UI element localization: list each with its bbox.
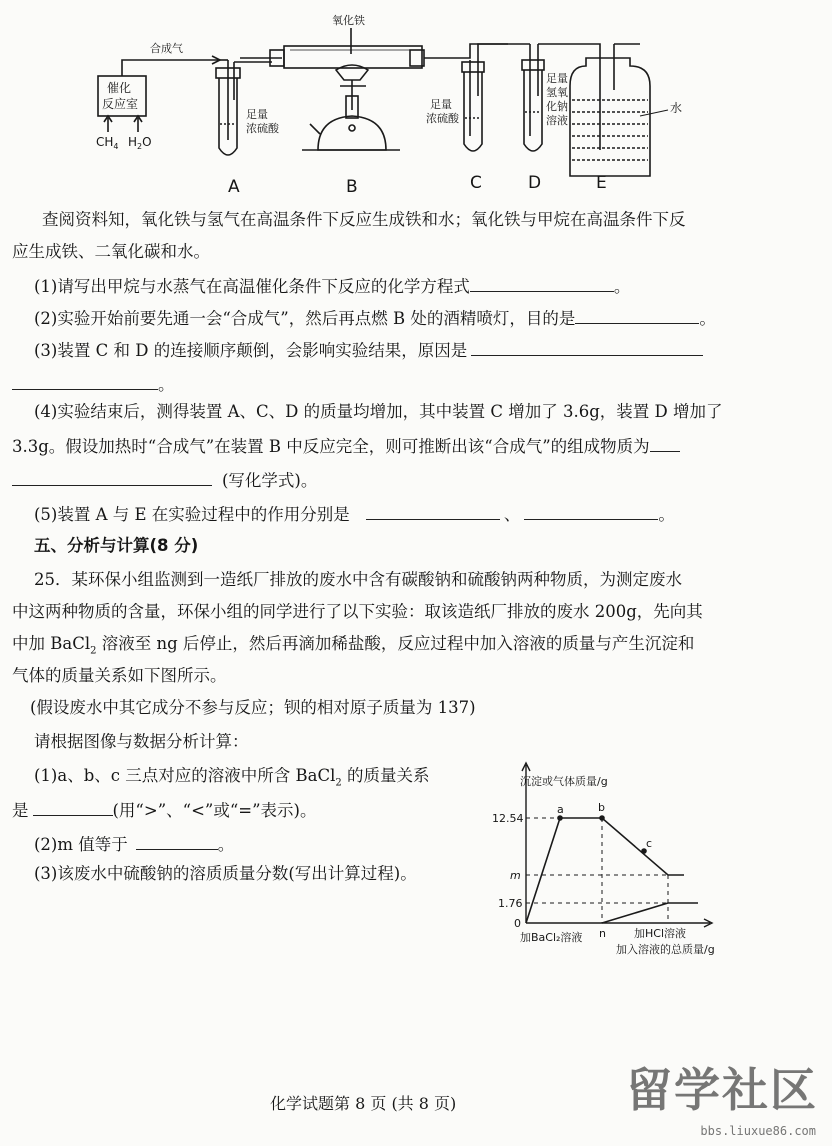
d-reagent-1: 足量 xyxy=(546,72,568,85)
reactor-label-1: 催化 xyxy=(107,81,132,95)
point-a xyxy=(557,815,563,821)
question-1: (1)请写出甲烷与水蒸气在高温催化条件下反应的化学方程式 。 xyxy=(34,277,631,296)
y-tick-1254: 12.54 xyxy=(492,812,524,825)
question-5: (5)装置 A 与 E 在实验过程中的作用分别是 、 。 xyxy=(34,505,675,524)
problem-25-line-3: 中加 BaCl$_2$ 溶液至 ng 后停止，然后再滴加稀盐酸，反应过程中加入溶液的质量与产生沉淀和 xyxy=(12,634,695,657)
label-b: b xyxy=(598,801,605,814)
x-axis-label: 加入溶液的总质量/g xyxy=(616,943,715,956)
sub-question-3: (3)该废水中硫酸钠的溶质质量分数(写出计算过程)。 xyxy=(34,864,417,883)
gas-line xyxy=(602,903,698,923)
d-reagent-4: 溶液 xyxy=(546,114,568,127)
y-tick-0: 0 xyxy=(514,917,521,930)
y-tick-176: 1.76 xyxy=(498,897,523,910)
watermark-logo: 留学社区 xyxy=(626,1063,818,1117)
answer-blank-4a[interactable] xyxy=(650,436,680,452)
answer-blank-5b[interactable] xyxy=(524,504,658,520)
letter-c: C xyxy=(470,173,482,193)
svg-text:H2O: $H_2O$ xyxy=(128,135,152,151)
apparatus-diagram xyxy=(0,0,832,200)
a-reagent-1: 足量 xyxy=(246,108,268,121)
x-annot-hcl: 加HCl溶液 xyxy=(634,927,687,940)
question-4-line-1: (4)实验结束后，测得装置 A、C、D 的质量均增加，其中装置 C 增加了 3.6g，装置 D 增加了 xyxy=(34,402,723,421)
answer-blank-1[interactable] xyxy=(470,276,614,292)
label-c: c xyxy=(646,837,653,850)
mass-chart xyxy=(492,755,728,965)
intro-line-1: 查阅资料知，氧化铁与氢气在高温条件下反应生成铁和水；氧化铁与甲烷在高温条件下反 xyxy=(42,210,686,229)
sub-question-1: (1)a、b、c 三点对应的溶液中所含 BaCl$_2$ 的质量关系 xyxy=(34,766,430,789)
question-4-line-2: 3.3g。假设加热时“合成气”在装置 B 中反应完全，则可推断出该“合成气”的组成物质为 xyxy=(12,436,680,456)
x-annot-bacl2: 加BaCl₂溶液 xyxy=(520,931,583,944)
intro-line-2: 应生成铁、二氧化碳和水。 xyxy=(12,242,210,261)
water-label: 水 xyxy=(670,101,683,115)
watermark-url: bbs.liuxue86.com xyxy=(700,1124,816,1138)
problem-note: (假设废水中其它成分不参与反应；钡的相对原子质量为 137) xyxy=(30,698,476,717)
problem-ask: 请根据图像与数据分析计算： xyxy=(34,732,249,751)
problem-25-line-4: 气体的质量关系如下图所示。 xyxy=(12,666,227,685)
c-reagent-1: 足量 xyxy=(430,98,452,111)
answer-blank-s1[interactable] xyxy=(33,800,113,816)
reactor-label-2: 反应室 xyxy=(102,97,139,111)
answer-blank-2[interactable] xyxy=(575,308,699,324)
letter-d: D xyxy=(528,173,542,193)
svg-text:CH4: $CH_4$ xyxy=(96,135,119,151)
y-axis-label: 沉淀或气体质量/g xyxy=(520,775,608,788)
answer-blank-4b[interactable] xyxy=(12,470,212,486)
d-reagent-3: 化钠 xyxy=(546,100,568,113)
syngas-label: 合成气 xyxy=(150,42,183,55)
iron-oxide-label: 氧化铁 xyxy=(332,14,365,27)
question-4-line-3: (写化学式)。 xyxy=(12,470,317,490)
question-3-cont: 。 xyxy=(12,374,175,394)
problem-25-line-2: 中这两种物质的含量，环保小组的同学进行了以下实验：取该造纸厂排放的废水 200g，先向其 xyxy=(12,602,703,621)
letter-e: E xyxy=(596,173,607,193)
letter-b: B xyxy=(346,177,358,197)
question-2: (2)实验开始前要先通一会“合成气”，然后再点燃 B 处的酒精喷灯，目的是 。 xyxy=(34,309,716,328)
precipitate-line xyxy=(526,818,684,923)
sub-question-1-cont: 是 (用“>”、“<”或“=”表示)。 xyxy=(12,801,317,820)
d-reagent-2: 氢氧 xyxy=(546,86,568,99)
answer-blank-3b[interactable] xyxy=(12,374,158,390)
question-3: (3)装置 C 和 D 的连接顺序颠倒，会影响实验结果，原因是 xyxy=(34,340,703,360)
y-tick-m: m xyxy=(510,869,521,882)
answer-blank-3a[interactable] xyxy=(471,340,703,356)
c-reagent-2: 浓硫酸 xyxy=(426,112,459,125)
section-heading: 五、分析与计算(8 分) xyxy=(34,536,199,555)
answer-blank-s2[interactable] xyxy=(136,834,218,850)
answer-blank-5a[interactable] xyxy=(366,504,500,520)
page-footer: 化学试题第 8 页 (共 8 页) xyxy=(270,1094,457,1113)
point-b xyxy=(599,815,605,821)
problem-25-line-1: 25．某环保小组监测到一造纸厂排放的废水中含有碳酸钠和硫酸钠两种物质，为测定废水 xyxy=(34,570,682,589)
a-reagent-2: 浓硫酸 xyxy=(246,122,279,135)
label-a: a xyxy=(557,803,564,816)
letter-a: A xyxy=(228,177,240,197)
x-tick-n: n xyxy=(599,927,606,940)
sub-question-2: (2)m 值等于 。 xyxy=(34,835,235,854)
